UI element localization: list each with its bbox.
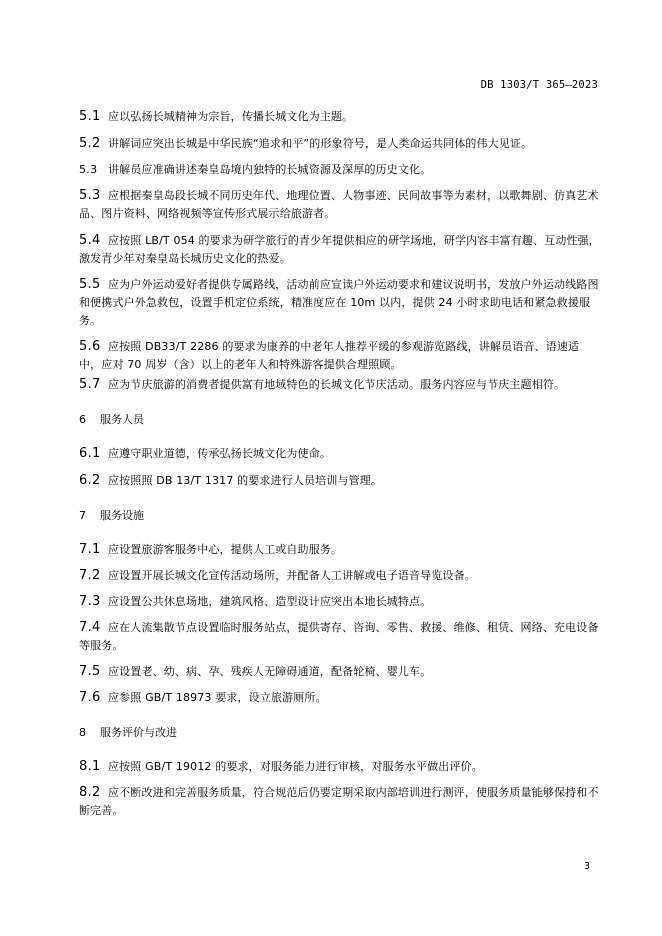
clause-7-2 [79,567,601,585]
section-heading-8 [79,724,177,742]
clause-5-5 [79,276,601,330]
clause-text: 应按照 LB/T 054 的要求为研学旅行的青少年提供相应的研学场地，研学内容丰富有趣、互动性强，激发青少年对秦皇岛长城历史文化的热爱。 [79,234,600,265]
clause-number: 5.3 [79,163,98,176]
clause-5-3 [79,161,601,179]
document-code: DB 1303/T 365—2023 [480,79,598,91]
clause-number: 6.2 [79,473,101,488]
clause-number: 7.2 [79,568,101,583]
clause-number: 7.6 [79,690,101,705]
clause-5-4 [79,232,601,268]
section-title: 服务评价与改进 [100,726,177,739]
clause-number: 7.4 [79,620,101,635]
clause-6-2 [79,472,601,490]
clause-text: 应设置老、幼、病、孕、残疾人无障碍通道，配备轮椅、婴儿车。 [108,665,432,678]
clause-text: 应为户外运动爱好者提供专属路线，活动前应宣读户外运动要求和建议说明书，发放户外运动线路图和便携式户外急救包，设置手机定位系统，精准度应在 10m 以内，提供 24 小时求助电话和紧急救援服务。 [79,278,599,327]
clause-number: 5.1 [79,109,101,124]
section-heading-6 [79,411,144,429]
clause-number: 7.3 [79,594,101,609]
clause-7-4 [79,619,601,655]
clause-text: 应按照照 DB 13/T 1317 的要求进行人员培训与管理。 [108,474,383,487]
section-number: 8 [79,726,86,739]
clause-text: 应按照 DB33/T 2286 的要求为康养的中老年人推荐平缓的参观游览路线，讲解员语音、语速适中，应对 70 周岁（含）以上的老年人和特殊游客提供合理照顾。 [79,340,580,371]
clause-text: 讲解词应突出长城是中华民族“追求和平”的形象符号，是人类命运共同体的伟大见证。 [108,137,533,150]
clause-text: 应根据秦皇岛段长城不同历史年代、地理位置、人物事迹、民间故事等为素材，以歌舞剧、仿真艺术品、图片资料、网络视频等宣传形式展示给旅游者。 [79,189,599,220]
clause-text: 讲解员应准确讲述秦皇岛境内独特的长城资源及深厚的历史文化。 [108,163,432,176]
clause-text: 应在人流集散节点设置临时服务站点，提供寄存、咨询、零售、救援、维修、租赁、网络、充电设备等服务。 [79,621,599,652]
section-number: 6 [79,413,86,426]
clause-text: 应设置旅游客服务中心，提供人工或自助服务。 [108,543,343,556]
clause-5-7 [79,376,601,394]
clause-7-1 [79,541,601,559]
clause-6-1 [79,445,601,463]
clause-5-1 [79,108,601,126]
clause-number: 8.1 [79,759,101,774]
clause-text: 应遵守职业道德，传承弘扬长城文化为使命。 [108,447,331,460]
clause-text: 应参照 GB/T 18973 要求，设立旅游厕所。 [108,691,327,704]
clause-7-3 [79,593,601,611]
clause-text: 应以弘扬长城精神为宗旨，传播长城文化为主题。 [108,110,354,123]
clause-number: 7.5 [79,664,101,679]
clause-number: 7.1 [79,542,101,557]
clause-8-1 [79,758,601,776]
section-number: 7 [79,509,86,522]
clause-5-3b [79,187,601,223]
clause-number: 5.6 [79,339,101,354]
clause-number: 6.1 [79,446,101,461]
clause-number: 8.2 [79,785,101,800]
clause-5-2 [79,135,601,153]
clause-number: 5.5 [79,277,101,292]
clause-text: 应设置公共休息场地，建筑风格、造型设计应突出本地长城特点。 [108,595,432,608]
clause-text: 应按照 GB/T 19012 的要求，对服务能力进行审核，对服务水平做出评价。 [108,760,483,773]
page-number: 3 [583,861,590,872]
clause-number: 5.3 [79,188,101,203]
clause-number: 5.4 [79,233,101,248]
clause-number: 5.2 [79,136,101,151]
clause-7-6 [79,689,601,707]
clause-number: 5.7 [79,377,101,392]
clause-5-6 [79,338,601,374]
clause-text: 应设置开展长城文化宣传活动场所，并配备人工讲解或电子语音导览设备。 [108,569,476,582]
clause-text: 应不断改进和完善服务质量，符合规范后仍要定期采取内部培训进行测评，使服务质量能够保持和不断完善。 [79,786,599,817]
section-heading-7 [79,507,144,525]
section-title: 服务设施 [100,509,144,522]
clause-7-5 [79,663,601,681]
clause-8-2 [79,784,601,820]
clause-text: 应为节庆旅游的消费者提供富有地域特色的长城文化节庆活动。服务内容应与节庆主题相符。 [108,378,566,391]
section-title: 服务人员 [100,413,144,426]
